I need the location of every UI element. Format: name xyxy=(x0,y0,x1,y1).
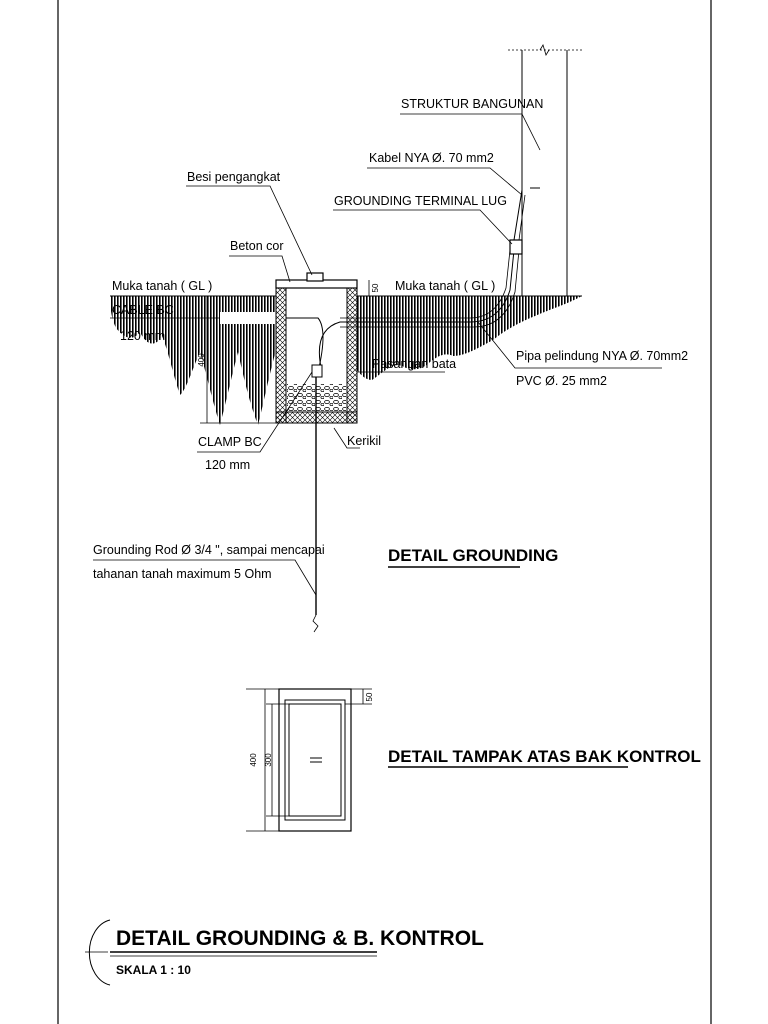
label-clamp-bc-size: 120 mm xyxy=(205,458,251,472)
title-circle xyxy=(89,920,110,985)
label-beton-cor: Beton cor xyxy=(230,239,284,253)
leader-struktur xyxy=(400,114,540,150)
title-detail-grounding: DETAIL GROUNDING xyxy=(388,546,559,565)
title-detail-tampak-atas: DETAIL TAMPAK ATAS BAK KONTROL xyxy=(388,747,701,766)
label-cable-bc: CABLE BC xyxy=(112,303,174,317)
label-pvc: PVC Ø. 25 mm2 xyxy=(516,374,607,388)
label-grounding-rod-1: Grounding Rod Ø 3/4 ", sampai mencapai xyxy=(93,543,325,557)
label-muka-tanah-right: Muka tanah ( GL ) xyxy=(395,279,496,293)
lift-handle xyxy=(307,273,323,281)
rod-break xyxy=(313,615,318,632)
label-besi-pengangkat: Besi pengangkat xyxy=(187,170,281,184)
leader-lug xyxy=(333,210,512,244)
plan-outer xyxy=(279,689,351,831)
label-pipa-pelindung: Pipa pelindung NYA Ø. 70mm2 xyxy=(516,349,689,363)
box-wall-right xyxy=(347,283,357,423)
dim-depth: 400 xyxy=(197,353,206,367)
plan-dim-top: 50 xyxy=(365,692,374,702)
cable-up xyxy=(514,190,522,240)
label-grounding-terminal-lug: GROUNDING TERMINAL LUG xyxy=(334,194,507,208)
label-kerikil: Kerikil xyxy=(347,434,382,448)
label-pasangan-bata: Pasangan bata xyxy=(372,357,457,371)
box-wall-left xyxy=(276,283,286,423)
control-box-plan xyxy=(246,689,701,831)
plan-dim-outer: 400 xyxy=(249,753,258,767)
terminal-lug xyxy=(510,240,522,254)
scale-text: SKALA 1 : 10 xyxy=(116,963,191,977)
label-struktur-bangunan: STRUKTUR BANGUNAN xyxy=(401,97,544,111)
title-block xyxy=(85,920,484,985)
label-kabel-nya: Kabel NYA Ø. 70 mm2 xyxy=(369,151,494,165)
plan-dim-inner: 300 xyxy=(264,753,273,767)
label-grounding-rod-2: tahanan tanah maximum 5 Ohm xyxy=(93,567,272,581)
leader-kabel xyxy=(367,168,522,195)
leader-besi xyxy=(186,186,312,275)
label-muka-tanah-left: Muka tanah ( GL ) xyxy=(112,279,213,293)
cable-bc-line xyxy=(286,318,323,372)
clamp-bc xyxy=(312,365,322,377)
label-clamp-bc: CLAMP BC xyxy=(198,435,262,449)
main-title: DETAIL GROUNDING & B. KONTROL xyxy=(116,927,484,950)
dim-top: 50 xyxy=(371,283,380,293)
label-cable-bc-size: 120 mm xyxy=(120,329,166,343)
cable-channel xyxy=(220,312,276,324)
grounding-section xyxy=(93,45,688,632)
leader-beton xyxy=(229,256,290,282)
